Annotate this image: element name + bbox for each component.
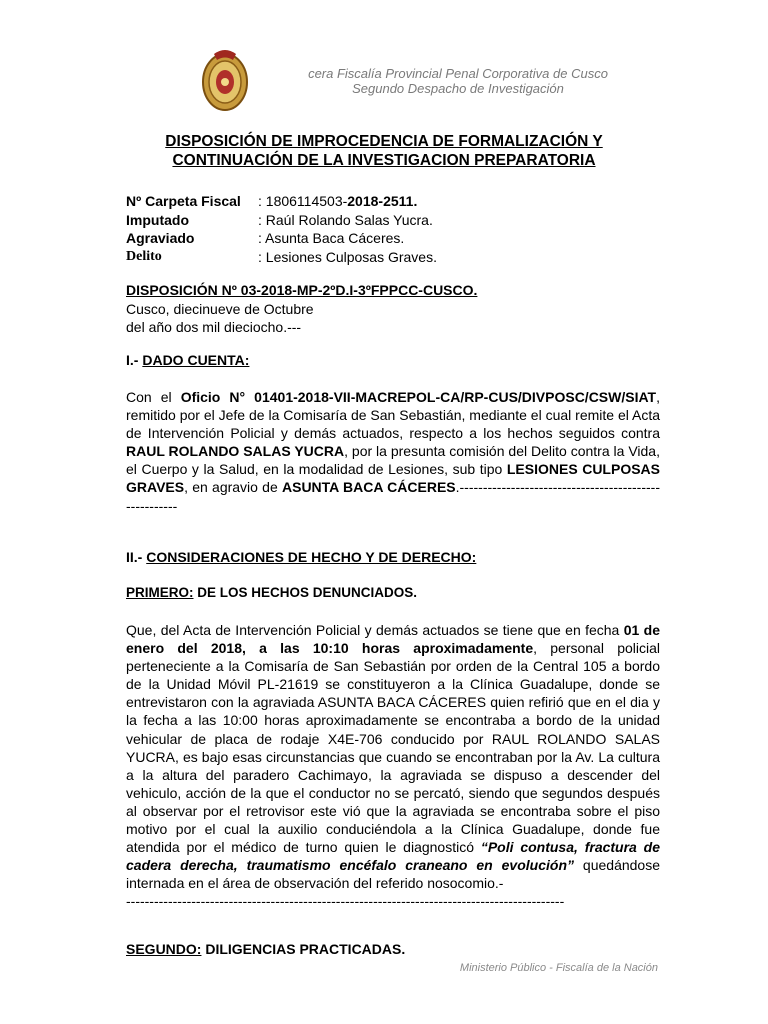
document-title	[100, 132, 668, 170]
title-line-2: CONTINUACIÓN DE LA INVESTIGACION PREPARATORIA	[172, 152, 596, 169]
meta-row-imputado	[126, 211, 646, 230]
p1-text-2: , remitido por el Jefe de la Comisaría de San Sebastián, mediante el cual remite el Acta de Intervención Policial y demás actuados, respecto a los hechos seguidos contra	[126, 389, 660, 442]
p1-imputado: RAUL ROLANDO SALAS YUCRA	[126, 443, 345, 460]
header-office-name: cera Fiscalía Provincial Penal Corporativa de Cusco	[308, 66, 608, 81]
case-metadata	[126, 192, 646, 266]
meta-row-delito	[126, 248, 646, 267]
p1-text-5: .------------------------------------------------------	[126, 479, 660, 514]
segundo-title: DILIGENCIAS PRACTICADAS.	[201, 941, 406, 957]
p2-dash-line: ----------------------------------------------------------------------------------------------	[126, 893, 565, 910]
title-line-1: DISPOSICIÓN DE IMPROCEDENCIA DE FORMALIZACIÓN Y	[165, 133, 603, 150]
carpeta-label: Nº Carpeta Fiscal	[126, 193, 241, 209]
p1-oficio: Oficio N° 01401-2018-VII-MACREPOL-CA/RP-CUS/DIVPOSC/CSW/SIAT	[180, 389, 657, 405]
carpeta-number: : 1806114503-	[258, 193, 348, 209]
section-heading-dado-cuenta	[126, 352, 249, 368]
disposicion-number: DISPOSICIÓN Nº 03-2018-MP-2ºD.I-3ºFPPCC-CUSCO.	[126, 282, 478, 298]
paragraph-hechos	[126, 621, 660, 911]
p1-text-1: Con el	[126, 389, 181, 405]
p2-diagnostico: “Poli contusa, fractura de cadera derecha, traumatismo encéfalo craneano en evolución”	[126, 839, 660, 874]
p1-text-3: , por la presunta comisión del Delito contra la Vida, el Cuerpo y la Salud, en la modalidad de Lesiones, sub tipo	[126, 443, 660, 478]
carpeta-number-bold: 2018-2511.	[347, 193, 418, 209]
p2-fecha: 01 de enero del 2018, a las 10:10 horas aproximadamente	[126, 622, 660, 657]
header-office-dept: Segundo Despacho de Investigación	[352, 81, 564, 96]
delito-value: : Lesiones Culposas Graves.	[258, 248, 437, 265]
section-heading-consideraciones	[126, 549, 476, 565]
section-1-number: I.-	[126, 352, 143, 368]
p1-delito: LESIONES CULPOSAS GRAVES	[126, 461, 660, 496]
meta-row-agraviado	[126, 229, 646, 248]
p2-text-2: , personal policial perteneciente a la Comisaría de San Sebastián por orden de la Central 105 a bordo de la Unidad Móvil PL-21619 se constituyeron a la Clínica Guadalupe, donde se entrevistaron con la agraviada ASUNTA BACA CÁCERES quien refirió que en el dia y la fecha a las 10:00 horas aproximadamente se encontraba a bordo de la unidad vehicular de placa de rodaje X4E-706 conducido por RAUL ROLANDO SALAS YUCRA, es bajo esas circunstancias que cuando se encontraban por la Av. La cultura a la altura del paradero Cachimayo, la agraviada se dispuso a descender del vehiculo, acción de la que el conductor no se percató, siendo que segundos después al observar por el retrovisor este vió que la agraviada se encontraba sobre el piso motivo por el cual la auxilio conduciéndola a la Clínica Guadalupe, donde fue atendida por el médico de turno quien le diagnosticó	[126, 640, 660, 856]
place-date-line-2: del año dos mil dieciocho.---	[126, 319, 302, 335]
primero-label: PRIMERO:	[126, 585, 194, 600]
document-header	[196, 48, 656, 112]
agraviado-label: Agraviado	[126, 230, 195, 246]
paragraph-dado-cuenta	[126, 388, 660, 515]
section-1-title: DADO CUENTA:	[142, 352, 250, 368]
p2-text-1: Que, del Acta de Intervención Policial y demás actuados se tiene que en fecha	[126, 622, 624, 638]
segundo-label: SEGUNDO:	[126, 941, 202, 957]
p1-agraviada: ASUNTA BACA CÁCERES	[282, 479, 456, 496]
place-date-line-1: Cusco, diecinueve de Octubre	[126, 301, 314, 317]
primero-title: DE LOS HECHOS DENUNCIADOS.	[193, 585, 418, 600]
agraviado-value: : Asunta Baca Cáceres.	[258, 230, 405, 246]
place-date	[126, 300, 314, 336]
p2-text-3: quedándose internada en el área de observación del referido nosocomio.-	[126, 857, 660, 892]
fiscalia-seal-icon	[200, 48, 250, 112]
section-2-number: II.-	[126, 549, 147, 565]
delito-label: Delito	[126, 248, 162, 264]
section-2-title: CONSIDERACIONES DE HECHO Y DE DERECHO:	[146, 549, 477, 565]
page-footer: Ministerio Público - Fiscalía de la Nación	[459, 962, 658, 974]
imputado-label: Imputado	[126, 211, 189, 228]
subheading-segundo	[126, 941, 405, 957]
imputado-value: : Raúl Rolando Salas Yucra.	[258, 211, 433, 228]
carpeta-value	[258, 192, 417, 211]
meta-row-carpeta	[126, 192, 646, 211]
subheading-primero	[126, 585, 417, 600]
p1-text-4: , en agravio de	[184, 479, 282, 496]
